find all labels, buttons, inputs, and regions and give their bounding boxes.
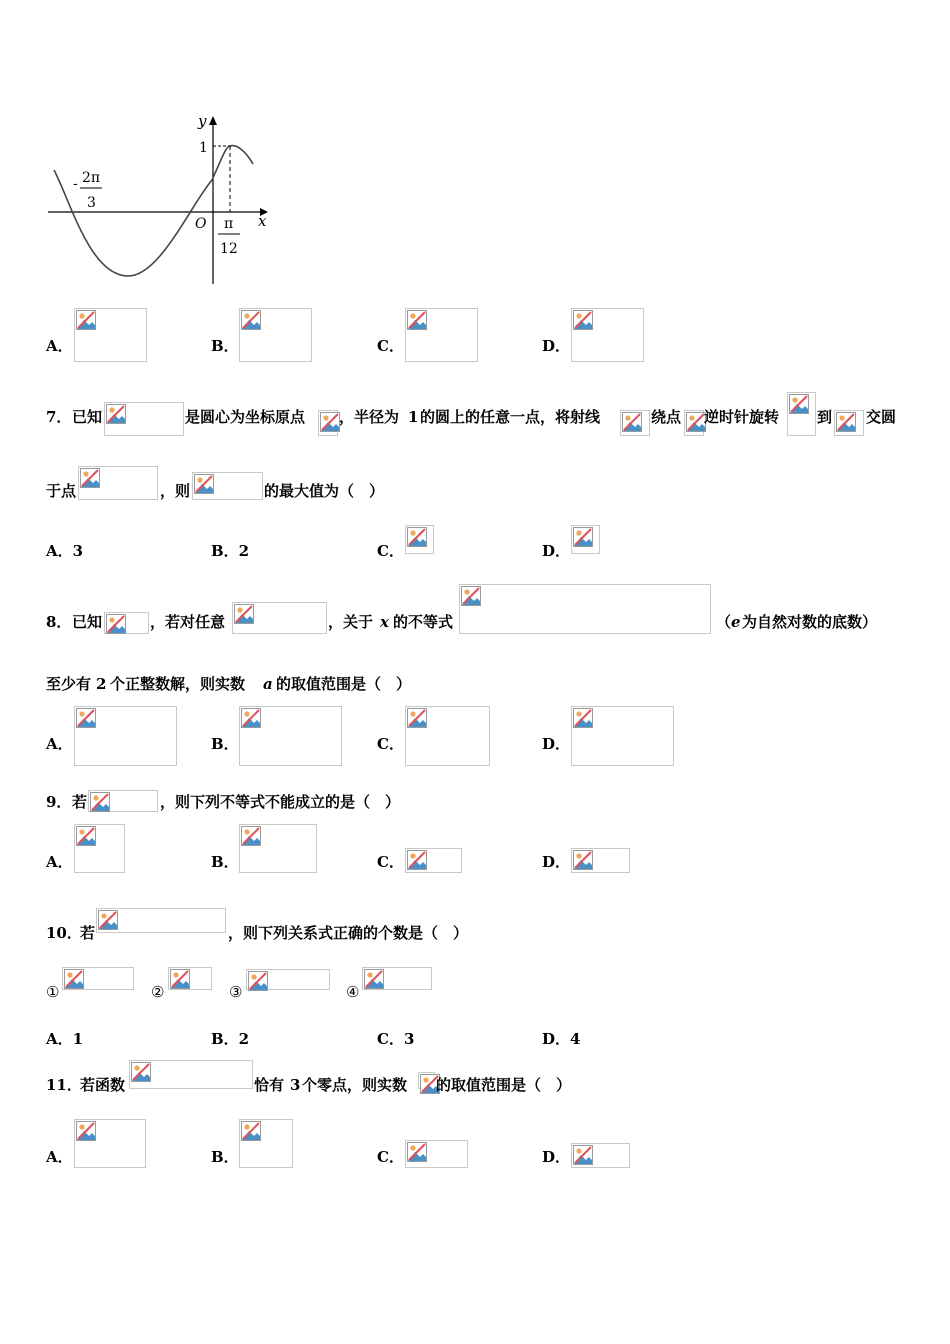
q11-option-b-image: [239, 1119, 293, 1168]
q7-text-11: 的最大值为（ ）: [264, 482, 385, 500]
q11-text-4: 的取值范围是（ ）: [436, 1076, 572, 1094]
q9-number: 9．: [46, 793, 72, 811]
q6-option-a: A．: [46, 337, 73, 355]
q6-option-c: C．: [377, 337, 404, 355]
q6-option-b: B．: [211, 337, 239, 355]
q8-option-d-image: [571, 706, 674, 766]
q9-option-c-image: [405, 848, 462, 873]
left-label-den: 3: [87, 195, 96, 211]
q6-option-d: D．: [542, 337, 571, 355]
q9-option-a-image: [74, 824, 125, 873]
q10-option-b: B．2: [211, 1030, 250, 1048]
q11-option-b: B．: [211, 1148, 239, 1166]
q7-text-5: 绕点: [651, 408, 682, 426]
q10-mark-1: ①: [46, 983, 60, 1001]
q8-line2-num: 2: [96, 675, 107, 693]
q11-formula-1: [129, 1060, 253, 1089]
q7-text-3: ，半径为: [339, 408, 400, 426]
q8-option-c: C．: [377, 735, 404, 753]
q8-option-b-image: [239, 706, 342, 766]
q10-mark-3: ③: [229, 983, 243, 1001]
q10-statement-3: [246, 969, 330, 990]
x-axis-label: x: [258, 212, 267, 230]
q9-option-d: D．: [542, 853, 571, 871]
q10-mark-2: ②: [151, 983, 165, 1001]
q7-formula-5: [787, 392, 816, 436]
q7-text-7: 到: [817, 408, 833, 426]
q6-option-a-image: [74, 308, 147, 362]
q11-text-3: 个零点，则实数: [302, 1076, 408, 1094]
q7-text-8: 交圆: [866, 408, 897, 426]
right-label-num: π: [224, 216, 234, 232]
q6-option-b-image: [239, 308, 312, 362]
q8-var-x: x: [380, 613, 389, 631]
q11-number: 11．: [46, 1076, 82, 1094]
q7-formula-7: [78, 466, 158, 500]
q8-option-b: B．: [211, 735, 239, 753]
q8-text-1: 已知: [72, 613, 103, 631]
q7-text-2: 是圆心为坐标原点: [185, 408, 306, 426]
q7-text-6: 逆时针旋转: [704, 408, 780, 426]
q8-note-text: 为自然对数的底数）: [742, 613, 878, 631]
q8-var-e: e: [731, 613, 741, 631]
q11-text-1: 若函数: [80, 1076, 126, 1094]
left-label-sign: -: [73, 176, 78, 192]
sine-graph-figure: [40, 108, 280, 290]
q11-text-2-num: 3: [290, 1076, 301, 1094]
y-tick-label: 1: [199, 140, 208, 156]
q10-text-1: 若: [80, 924, 96, 942]
q11-option-a-image: [74, 1119, 146, 1168]
q11-formula-2: [418, 1072, 435, 1089]
q8-text-4: 的不等式: [393, 613, 454, 631]
q10-statement-4: [362, 967, 432, 990]
q8-formula-1: [104, 612, 149, 634]
q9-option-a: A．: [46, 853, 73, 871]
q7-text-1: 已知: [72, 408, 103, 426]
q7-option-b: B．2: [211, 542, 250, 560]
q9-formula-1: [88, 790, 158, 812]
y-axis-label: y: [198, 112, 207, 130]
q8-line2-a: 至少有: [46, 675, 92, 693]
q6-option-d-image: [571, 308, 644, 362]
q7-formula-3: [620, 410, 650, 436]
q8-option-c-image: [405, 706, 490, 766]
q9-option-b: B．: [211, 853, 239, 871]
q11-option-d: D．: [542, 1148, 571, 1166]
q8-line2-c: 的取值范围是（ ）: [276, 675, 412, 693]
q7-option-a: A．3: [46, 542, 84, 560]
q10-mark-4: ④: [346, 983, 360, 1001]
q7-number: 7．: [46, 408, 72, 426]
q7-option-c: C．: [377, 542, 404, 560]
q7-text-10: ，则: [160, 482, 191, 500]
q7-text-9: 于点: [46, 482, 77, 500]
q11-option-d-image: [571, 1143, 630, 1168]
q10-number: 10．: [46, 924, 82, 942]
q9-option-c: C．: [377, 853, 404, 871]
q8-text-3: ，关于: [328, 613, 374, 631]
q10-statement-1: [62, 967, 134, 990]
q7-option-d: D．: [542, 542, 571, 560]
q8-text-2: ，若对任意: [150, 613, 226, 631]
q9-text-1: 若: [72, 793, 88, 811]
q8-line2-b: 个正整数解，则实数: [110, 675, 246, 693]
q7-text-4: 的圆上的任意一点，将射线: [420, 408, 601, 426]
q7-option-c-image: [405, 525, 434, 554]
right-label-den: 12: [220, 241, 238, 257]
q6-option-c-image: [405, 308, 478, 362]
q7-formula-1: [104, 402, 184, 436]
q7-text-3-num: 1: [408, 408, 419, 426]
q10-option-a: A．1: [46, 1030, 84, 1048]
q7-formula-6: [834, 410, 864, 436]
y-axis-arrow: [209, 116, 217, 125]
q11-option-a: A．: [46, 1148, 73, 1166]
q10-option-d: D．4: [542, 1030, 581, 1048]
left-label-num: 2π: [82, 170, 101, 186]
q8-option-d: D．: [542, 735, 571, 753]
q7-formula-2: [318, 410, 338, 436]
q7-option-d-image: [571, 525, 600, 554]
q8-note-open: （: [716, 613, 732, 631]
q11-option-c-image: [405, 1140, 468, 1168]
q9-text-2: ，则下列不等式不能成立的是（ ）: [160, 793, 401, 811]
q9-option-d-image: [571, 848, 630, 873]
q10-formula-1: [96, 908, 226, 933]
q9-option-b-image: [239, 824, 317, 873]
q7-formula-4: [684, 410, 704, 436]
q10-option-c: C．3: [377, 1030, 415, 1048]
origin-label: O: [195, 216, 207, 232]
q11-option-c: C．: [377, 1148, 404, 1166]
q8-formula-2: [232, 602, 327, 634]
q10-statement-2: [168, 967, 212, 990]
q8-option-a-image: [74, 706, 177, 766]
q8-option-a: A．: [46, 735, 73, 753]
q8-formula-3: [459, 584, 711, 634]
q11-text-2: 恰有: [254, 1076, 285, 1094]
q10-text-2: ，则下列关系式正确的个数是（ ）: [228, 924, 469, 942]
q7-formula-8: [192, 472, 263, 500]
q8-var-a: a: [263, 675, 273, 693]
q8-number: 8．: [46, 613, 72, 631]
